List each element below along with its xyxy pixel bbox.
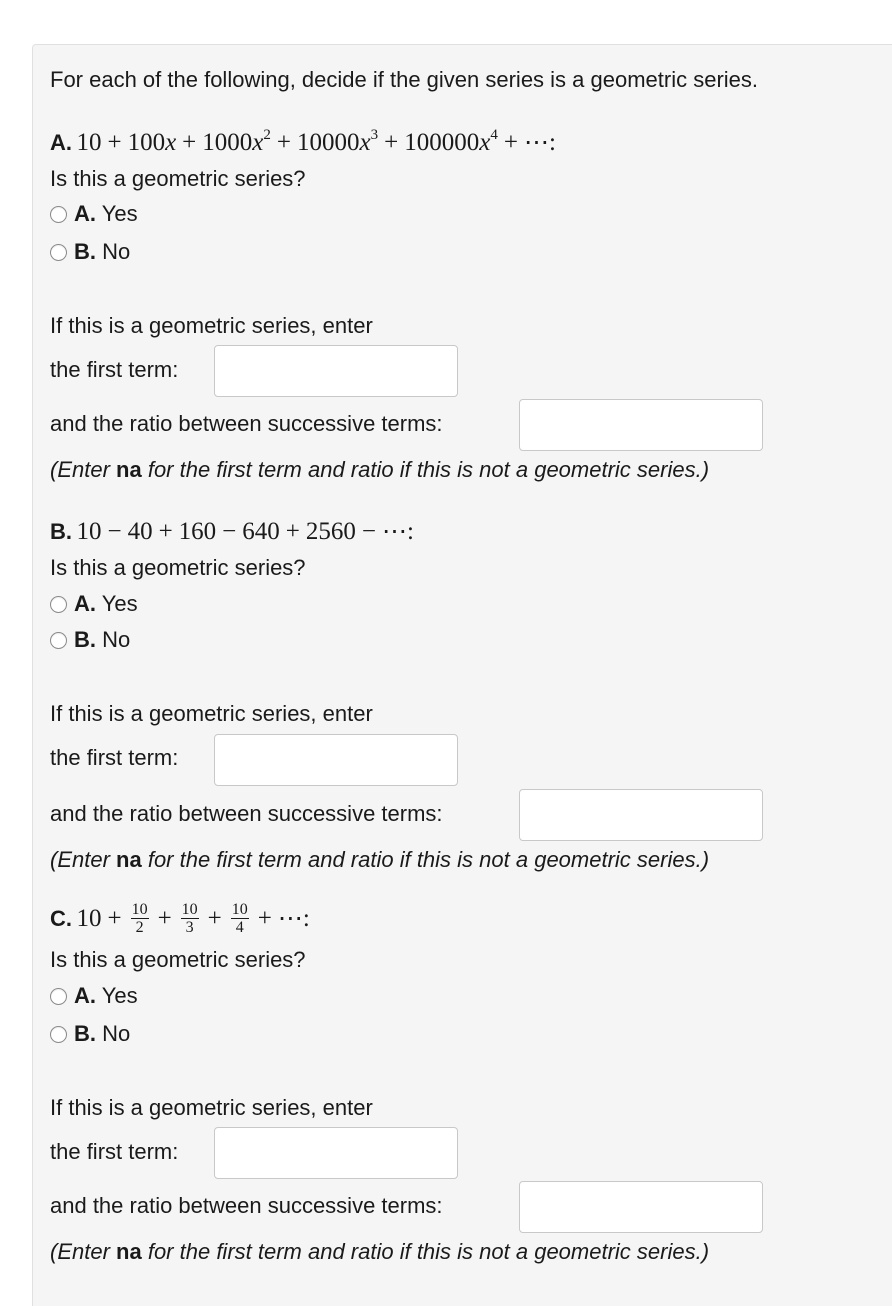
math-exponent: 4 [490, 127, 498, 143]
math-term: 10 [76, 518, 102, 545]
radio-button[interactable] [50, 1026, 67, 1043]
math-term: 1000 [202, 129, 253, 156]
part-b-no-option[interactable]: B. No [50, 626, 130, 654]
part-b-if-text: If this is a geometric series, enter [50, 701, 373, 726]
math-term: 2560 [305, 518, 356, 545]
math-operator: + [503, 129, 518, 156]
math-operator: + [182, 129, 197, 156]
math-operator: + [207, 905, 222, 932]
part-a-no-option[interactable]: B. No [50, 238, 130, 266]
part-a-note: (Enter na for the first term and ratio if this is not a geometric series.) [50, 457, 710, 482]
na-keyword: na [116, 1239, 142, 1264]
math-ellipsis: ⋯ [523, 129, 549, 156]
math-term: 10 [76, 129, 102, 156]
math-operator: + [384, 129, 399, 156]
math-term: 10000 [297, 129, 360, 156]
part-c-if-text: If this is a geometric series, enter [50, 1095, 373, 1120]
na-keyword: na [116, 847, 142, 872]
math-variable: x [359, 129, 371, 156]
math-term: 640 [242, 518, 280, 545]
math-operator: − [222, 518, 237, 545]
math-term: 10 [76, 905, 102, 932]
math-fraction: $\frac{10}{3}$ [181, 900, 198, 936]
radio-button[interactable] [50, 206, 67, 223]
part-c-ratio-input[interactable] [519, 1181, 763, 1233]
math-operator: + [157, 905, 172, 932]
part-b-yes-option[interactable]: A. Yes [50, 590, 138, 618]
part-b-first-term-input[interactable] [214, 734, 458, 786]
part-a-first-term-label: the first term: [50, 357, 179, 382]
na-keyword: na [116, 457, 142, 482]
math-variable: x [252, 129, 264, 156]
part-a-ratio-input[interactable] [519, 399, 763, 451]
math-ellipsis: ⋯ [382, 518, 407, 545]
math-variable: x [479, 129, 491, 156]
part-c-math [76, 900, 310, 936]
part-b-question: Is this a geometric series? [50, 555, 306, 580]
part-a-ratio-label: and the ratio between successive terms: [50, 411, 443, 436]
math-operator: + [158, 518, 173, 545]
radio-button[interactable] [50, 596, 67, 613]
math-fraction: $\frac{10}{2}$ [131, 900, 148, 936]
radio-button[interactable] [50, 988, 67, 1005]
part-b-letter: B. [50, 519, 72, 544]
part-a-series [50, 127, 556, 157]
math-colon: : [302, 905, 310, 932]
part-c-first-term-label: the first term: [50, 1139, 179, 1164]
option-yes-label: A. [74, 591, 96, 616]
option-no-label: B. [74, 239, 96, 264]
part-a-if-text: If this is a geometric series, enter [50, 313, 373, 338]
part-c-ratio-label: and the ratio between successive terms: [50, 1193, 443, 1218]
intro-text: For each of the following, decide if the given series is a geometric series. [50, 67, 759, 92]
math-term: 100 [127, 129, 166, 156]
math-operator: + [276, 129, 291, 156]
math-operator: + [107, 905, 122, 932]
option-no-label: B. [74, 627, 96, 652]
part-a-letter: A. [50, 130, 72, 155]
part-c-no-option[interactable]: B. No [50, 1020, 130, 1048]
part-c-question: Is this a geometric series? [50, 947, 306, 972]
part-b-ratio-label: and the ratio between successive terms: [50, 801, 443, 826]
math-term: 100000 [404, 129, 480, 156]
option-yes-label: A. [74, 201, 96, 226]
math-term: 40 [127, 518, 153, 545]
part-b-ratio-input[interactable] [519, 789, 763, 841]
part-c-note: (Enter na for the first term and ratio if this is not a geometric series.) [50, 1239, 710, 1264]
math-operator: + [257, 905, 272, 932]
radio-button[interactable] [50, 244, 67, 261]
math-ellipsis: ⋯ [277, 905, 303, 932]
math-variable: x [165, 129, 177, 156]
math-operator: − [107, 518, 122, 545]
math-term: 160 [178, 518, 217, 545]
part-b-series [50, 516, 414, 546]
part-b-math [76, 518, 414, 545]
part-c-first-term-input[interactable] [214, 1127, 458, 1179]
math-operator: + [107, 129, 122, 156]
radio-button[interactable] [50, 632, 67, 649]
part-a-math [76, 129, 555, 156]
math-colon: : [548, 129, 556, 156]
part-b-first-term-label: the first term: [50, 745, 179, 770]
part-a-first-term-input[interactable] [214, 345, 458, 397]
part-c-series [50, 900, 310, 937]
math-colon: : [407, 518, 414, 545]
math-exponent: 2 [263, 127, 271, 143]
part-c-yes-option[interactable]: A. Yes [50, 982, 138, 1010]
part-b-note: (Enter na for the first term and ratio if this is not a geometric series.) [50, 847, 710, 872]
math-operator: − [361, 518, 376, 545]
part-a-question: Is this a geometric series? [50, 166, 306, 191]
option-no-label: B. [74, 1021, 96, 1046]
math-exponent: 3 [370, 127, 379, 143]
option-yes-label: A. [74, 983, 96, 1008]
part-a-yes-option[interactable]: A. Yes [50, 200, 138, 228]
part-c-letter: C. [50, 906, 72, 931]
math-fraction: $\frac{10}{4}$ [231, 900, 248, 936]
math-operator: + [285, 518, 300, 545]
